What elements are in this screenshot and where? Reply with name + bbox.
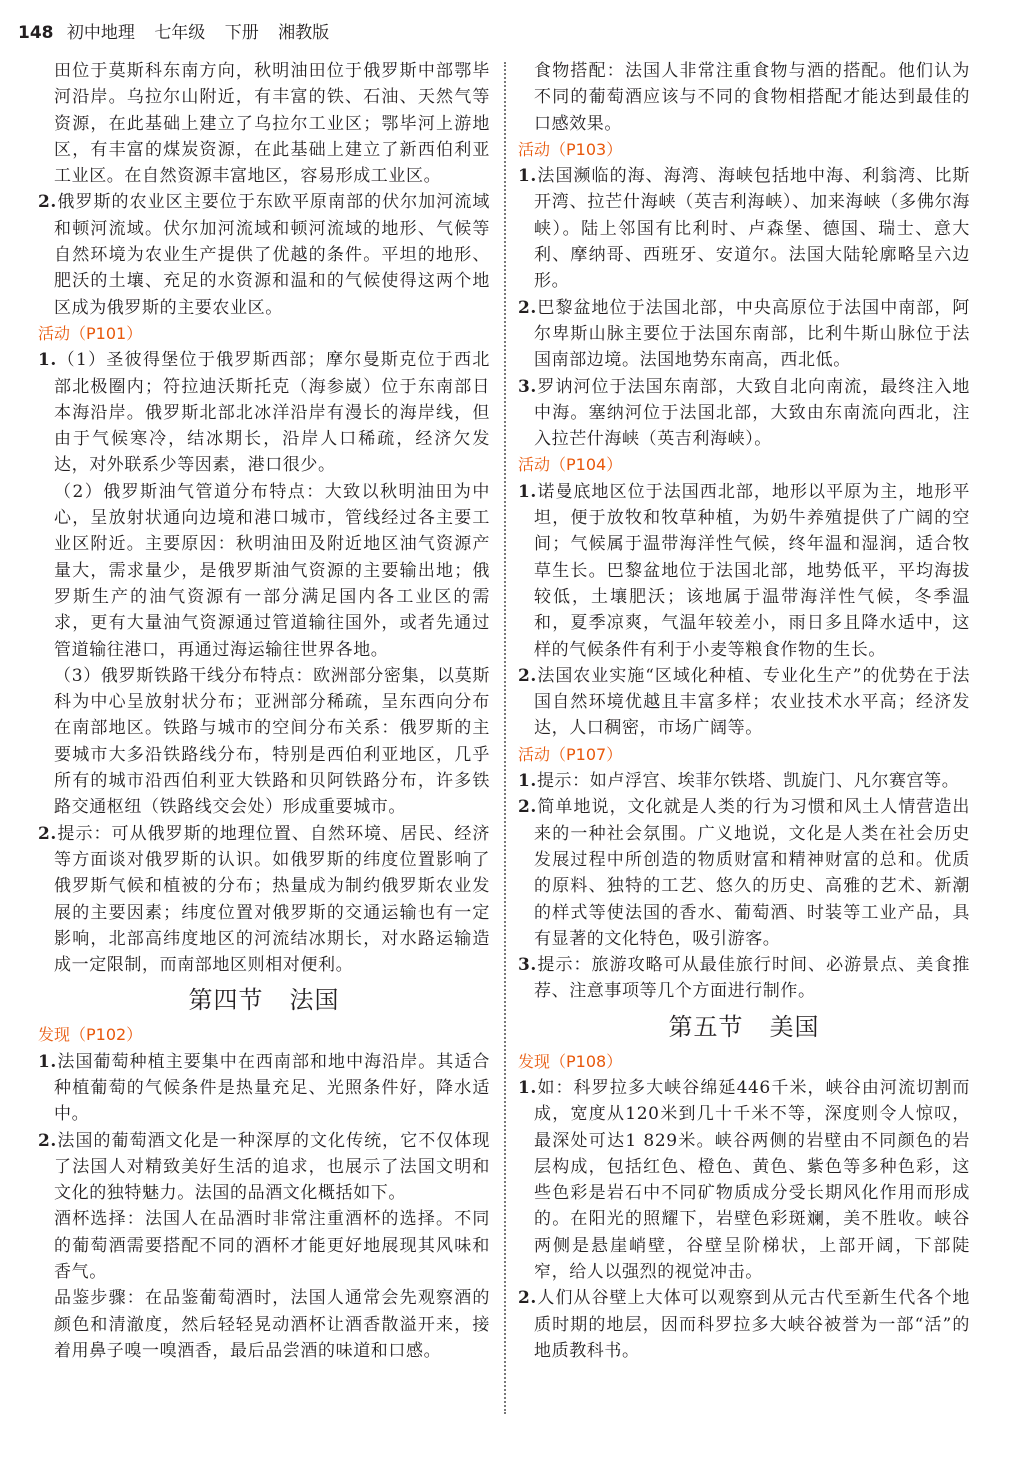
answer-item	[38, 821, 490, 979]
answer-item	[38, 1128, 490, 1207]
section-label: 发现（P102）	[38, 1025, 143, 1045]
section-label: 活动（P107）	[518, 744, 623, 764]
answer-item	[38, 1049, 490, 1128]
item-number: 2.	[518, 297, 537, 318]
item-text: 法国农业实施“区域化种植、专业化生产”的优势在于法国自然环境优越且丰富多样；农业技术水平高；经济发达，人口稠密，市场广阔等。	[534, 665, 970, 739]
answer-item	[518, 163, 970, 294]
answer-item	[518, 663, 970, 742]
answer-item	[518, 794, 970, 952]
item-number: 1.	[518, 166, 537, 187]
answer-item	[518, 768, 970, 794]
item-text: 巴黎盆地位于法国北部，中央高原位于法国中南部，阿尔卑斯山脉主要位于法国东南部，比利牛斯山脉位于法国南部边境。法国地势东南高，西北低。	[534, 297, 970, 371]
right-column	[518, 58, 970, 1364]
item-number: 2.	[518, 797, 537, 818]
answer-paragraph: 食物搭配：法国人非常注重食物与酒的搭配。他们认为不同的葡萄酒应该与不同的食物相搭配才能达到最佳的口感效果。	[534, 61, 970, 134]
item-number: 1.	[518, 481, 537, 502]
item-text: 法国葡萄种植主要集中在西南部和地中海沿岸。其适合种植葡萄的气候条件是热量充足、光照条件好，降水适中。	[54, 1051, 490, 1125]
answer-item	[518, 479, 970, 663]
item-number: 3.	[518, 376, 537, 397]
item-text: 如：科罗拉多大峡谷绵延446千米，峡谷由河流切割而成，宽度从120米到几十千米不等，深度则令人惊叹，最深处可达1 829米。峡谷两侧的岩壁由不同颜色的岩层构成，包括红色、橙色、黄色、紫色等多种色彩，这些色彩是岩石中不同矿物质成分受长期风化作用而形成的。在阳光的照耀下，岩壁色彩斑斓，美不胜收。峡谷两侧是悬崖峭壁，谷壁呈阶梯状，上部开阔，下部陡窄，给人以强烈的视觉冲击。	[534, 1077, 970, 1283]
section-name: 美国	[769, 1012, 820, 1041]
section-name: 法国	[289, 986, 340, 1015]
item-number: 2.	[518, 1288, 537, 1309]
continued-paragraph: 田位于莫斯科东南方向，秋明油田位于俄罗斯中部鄂毕河沿岸。乌拉尔山附近，有丰富的铁、石油、天然气等资源，在此基础上建立了乌拉尔工业区；鄂毕河上游地区，有丰富的煤炭资源，在此基础上建立了新西伯利亚工业区。在自然资源丰富地区，容易形成工业区。	[54, 61, 490, 187]
section-heading	[38, 978, 490, 1022]
section-label: 活动（P103）	[518, 139, 623, 159]
answer-item	[518, 1285, 970, 1364]
item-number: 1.	[38, 1051, 57, 1072]
item-text: 法国濒临的海、海湾、海峡包括地中海、利翁湾、比斯开湾、拉芒什海峡（英吉利海峡）、加来海峡（多佛尔海峡）。陆上邻国有比利时、卢森堡、德国、瑞士、意大利、摩纳哥、西班牙、安道尔。法国大陆轮廓略呈六边形。	[534, 166, 970, 292]
item-number: 3.	[518, 955, 537, 976]
item-text: 提示：如卢浮宫、埃菲尔铁塔、凯旋门、凡尔赛宫等。	[536, 771, 960, 792]
item-number: 1.	[38, 350, 57, 371]
edition-label: 湘教版	[278, 23, 330, 43]
item-number: 2.	[38, 192, 57, 213]
answer-item	[518, 1075, 970, 1285]
answer-item	[38, 189, 490, 320]
answer-paragraph: （3）俄罗斯铁路干线分布特点：欧洲部分密集，以莫斯科为中心呈放射状分布；亚洲部分稀疏，呈东西向分布在南部地区。铁路与城市的空间分布关系：俄罗斯的主要城市大多沿铁路线分布，特别是西伯利亚地区，几乎所有的城市沿西伯利亚大铁路和贝阿铁路分布，许多铁路交通枢纽（铁路线交会处）形成重要城市。	[54, 665, 490, 818]
answer-item	[518, 952, 970, 1005]
section-heading	[518, 1005, 970, 1049]
volume-label: 下册	[224, 23, 259, 43]
answer-item	[518, 295, 970, 374]
item-text: 提示：可从俄罗斯的地理位置、自然环境、居民、经济等方面谈对俄罗斯的认识。如俄罗斯的纬度位置影响了俄罗斯气候和植被的分布；热量成为制约俄罗斯农业发展的主要因素；纬度位置对俄罗斯的交通运输也有一定影响，北部高纬度地区的河流结冰期长，对水路运输造成一定限制，而南部地区则相对便利。	[54, 823, 490, 976]
item-number: 1.	[518, 771, 537, 792]
item-text: 诺曼底地区位于法国西北部，地形以平原为主，地形平坦，便于放牧和牧草种植，为奶牛养殖提供了广阔的空间；气候属于温带海洋性气候，终年温和湿润，适合牧草生长。巴黎盆地位于法国北部，地势低平，平均海拔较低，土壤肥沃；该地属于温带海洋性气候，冬季温和，夏季凉爽，气温年较差小，雨日多且降水适中，这样的气候条件有利于小麦等粮食作物的生长。	[534, 481, 970, 660]
book-title: 初中地理	[66, 23, 135, 43]
item-text: 人们从谷壁上大体可以观察到从元古代至新生代各个地质时期的地层，因而科罗拉多大峡谷被誉为一部“活”的地质教科书。	[534, 1288, 970, 1361]
item-text: 罗讷河位于法国东南部，大致自北向南流，最终注入地中海。塞纳河位于法国北部，大致由东南流向西北，注入拉芒什海峡（英吉利海峡）。	[534, 376, 970, 450]
page-number: 148	[18, 23, 54, 43]
item-number: 2.	[38, 823, 57, 844]
item-text: 俄罗斯的农业区主要位于东欧平原南部的伏尔加河流域和顿河流域。伏尔加河流域和顿河流域的地形、气候等自然环境为农业生产提供了优越的条件。平坦的地形、肥沃的土壤、充足的水资源和温和的气候使得这两个地区成为俄罗斯的主要农业区。	[54, 192, 490, 318]
section-number: 第四节	[188, 986, 264, 1015]
answer-item	[38, 347, 490, 478]
item-text: 提示：旅游攻略可从最佳旅行时间、必游景点、美食推荐、注意事项等几个方面进行制作。	[534, 955, 970, 1002]
answer-paragraph: 品鉴步骤：在品鉴葡萄酒时，法国人通常会先观察酒的颜色和清澈度，然后轻轻晃动酒杯让酒香散溢开来，接着用鼻子嗅一嗅酒香，最后品尝酒的味道和口感。	[54, 1288, 490, 1361]
column-divider	[504, 62, 506, 1414]
item-number: 1.	[518, 1077, 537, 1098]
section-number: 第五节	[668, 1012, 744, 1041]
section-label: 发现（P108）	[518, 1051, 623, 1071]
item-text: 法国的葡萄酒文化是一种深厚的文化传统，它不仅体现了法国人对精致美好生活的追求，也展示了法国文明和文化的独特魅力。法国的品酒文化概括如下。	[54, 1130, 490, 1204]
item-text: （1）圣彼得堡位于俄罗斯西部；摩尔曼斯克位于西北部北极圈内；符拉迪沃斯托克（海参崴）位于东南部日本海沿岸。俄罗斯北部北冰洋沿岸有漫长的海岸线，但由于气候寒冷，结冰期长，沿岸人口稀疏，经济欠发达，对外联系少等因素，港口很少。	[54, 350, 490, 476]
item-text: 简单地说，文化就是人类的行为习惯和风土人情营造出来的一种社会氛围。广义地说，文化是人类在社会历史发展过程中所创造的物质财富和精神财富的总和。优质的原料、独特的工艺、悠久的历史、高雅的艺术、新潮的样式等使法国的香水、葡萄酒、时装等工业产品，具有显著的文化特色，吸引游客。	[534, 797, 970, 949]
left-column	[38, 58, 490, 1364]
section-label: 活动（P101）	[38, 323, 143, 343]
item-number: 2.	[518, 665, 537, 686]
answer-paragraph: 酒杯选择：法国人在品酒时非常注重酒杯的选择。不同的葡萄酒需要搭配不同的酒杯才能更好地展现其风味和香气。	[54, 1209, 490, 1283]
item-number: 2.	[38, 1130, 57, 1151]
page-header	[18, 18, 343, 43]
section-label: 活动（P104）	[518, 455, 623, 475]
answer-paragraph: （2）俄罗斯油气管道分布特点：大致以秋明油田为中心，呈放射状通向边境和港口城市，管线经过各主要工业区附近。主要原因：秋明油田及附近地区油气资源产量大，需求量少，是俄罗斯油气资源的主要输出地；俄罗斯生产的油气资源有一部分满足国内各工业区的需求，更有大量油气资源通过管道输往国外，或者先通过管道输往港口，再通过海运输往世界各地。	[54, 481, 490, 660]
grade-label: 七年级	[154, 23, 206, 43]
answer-item	[518, 374, 970, 453]
